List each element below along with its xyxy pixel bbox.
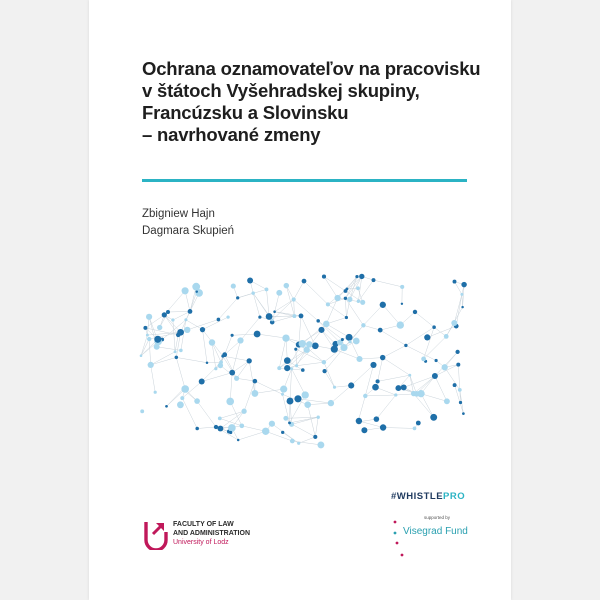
network-node	[299, 340, 307, 348]
network-node	[231, 334, 234, 337]
title-line: – navrhované zmeny	[142, 124, 321, 145]
network-node	[328, 400, 334, 406]
network-node	[344, 289, 348, 293]
network-node	[374, 416, 380, 422]
network-link	[383, 345, 406, 357]
network-node	[340, 344, 347, 351]
network-link	[308, 405, 316, 437]
network-link	[197, 427, 216, 429]
network-link	[435, 376, 447, 401]
network-node	[194, 398, 200, 404]
network-node	[301, 368, 305, 372]
network-link	[376, 395, 395, 419]
title-line: Francúzsku a Slovinsku	[142, 102, 349, 123]
network-node	[414, 391, 420, 397]
network-link	[359, 421, 383, 428]
network-node	[444, 334, 449, 339]
network-node	[355, 275, 358, 278]
network-link	[363, 325, 380, 330]
network-node	[413, 427, 417, 431]
network-node	[347, 297, 352, 302]
network-node	[304, 401, 311, 408]
network-link	[383, 358, 410, 376]
network-node	[214, 425, 218, 429]
network-node	[397, 321, 404, 328]
network-link	[232, 334, 257, 335]
network-node	[262, 428, 269, 435]
network-node	[346, 334, 353, 341]
network-node	[294, 395, 301, 402]
network-link	[176, 357, 207, 362]
network-node	[195, 427, 199, 431]
network-node	[206, 361, 209, 364]
network-node	[322, 369, 326, 373]
network-illustration	[137, 262, 475, 462]
network-link	[151, 352, 175, 365]
network-node	[283, 416, 288, 421]
whistlepro-logo	[391, 491, 465, 502]
network-node	[231, 284, 236, 289]
network-link	[365, 395, 396, 396]
network-node	[174, 350, 177, 353]
network-link	[238, 293, 254, 298]
network-node	[453, 280, 457, 284]
network-node	[316, 319, 320, 323]
visegrad-fund-logo	[391, 520, 511, 560]
network-node	[349, 340, 352, 343]
network-link	[458, 365, 460, 390]
network-link	[383, 305, 401, 325]
whistle-prefix: #WHISTLE	[391, 491, 444, 502]
network-node	[348, 382, 354, 388]
network-link	[421, 394, 434, 418]
network-node	[218, 363, 223, 368]
book-title	[142, 58, 482, 146]
network-node	[146, 334, 149, 337]
network-node	[404, 344, 407, 347]
network-node	[241, 409, 246, 414]
network-node	[290, 367, 293, 370]
network-node	[294, 348, 297, 351]
network-node	[154, 336, 161, 343]
network-link	[302, 324, 326, 344]
network-node	[269, 421, 275, 427]
network-node	[432, 373, 438, 379]
network-link	[324, 277, 338, 298]
network-node	[413, 310, 417, 314]
network-link	[168, 311, 190, 312]
network-node	[360, 300, 365, 305]
network-node	[284, 283, 289, 288]
network-node	[376, 379, 380, 383]
network-node	[200, 327, 205, 332]
network-node	[356, 286, 360, 290]
network-node	[461, 306, 463, 308]
network-node	[432, 325, 436, 329]
network-node	[356, 420, 359, 423]
network-node	[357, 300, 360, 303]
network-node	[372, 384, 379, 391]
network-node	[380, 302, 386, 308]
network-link	[324, 277, 346, 291]
network-node	[237, 337, 243, 343]
network-node	[140, 409, 144, 413]
network-node	[282, 334, 289, 341]
university-name: University of Lodz	[173, 539, 229, 546]
network-link	[141, 339, 149, 356]
network-node	[341, 338, 344, 341]
network-node	[361, 427, 367, 433]
network-node	[331, 346, 338, 353]
network-link	[275, 312, 295, 316]
network-node	[280, 386, 287, 393]
network-link	[257, 334, 286, 338]
author-list	[142, 206, 234, 240]
network-node	[317, 416, 320, 419]
network-node	[295, 364, 298, 367]
network-link	[297, 362, 324, 366]
network-node	[281, 393, 284, 396]
network-link	[255, 381, 283, 394]
network-node	[251, 291, 255, 295]
network-node	[459, 401, 462, 404]
network-link	[238, 431, 266, 440]
cover-page	[89, 0, 511, 600]
faculty-line: FACULTY OF LAW	[173, 521, 234, 528]
network-node	[251, 390, 258, 397]
network-link	[230, 373, 232, 402]
network-node	[290, 439, 295, 444]
network-link	[406, 345, 436, 360]
network-node	[395, 385, 401, 391]
network-link	[380, 330, 406, 345]
network-link	[308, 403, 331, 405]
network-node	[401, 384, 407, 390]
network-node	[370, 362, 376, 368]
network-link	[147, 332, 180, 335]
title-line: v štátoch Vyšehradskej skupiny,	[142, 80, 420, 101]
network-link	[378, 358, 383, 382]
network-node	[229, 370, 235, 376]
network-node	[451, 320, 457, 326]
network-node	[380, 355, 385, 360]
network-node	[236, 296, 239, 299]
network-nodes	[140, 274, 467, 449]
network-node	[247, 278, 253, 284]
network-node	[284, 365, 290, 371]
network-link	[414, 394, 434, 418]
network-node	[154, 391, 157, 394]
network-links	[141, 276, 464, 445]
network-node	[323, 321, 330, 328]
network-node	[408, 374, 411, 377]
network-node	[372, 278, 376, 282]
network-node	[180, 396, 184, 400]
network-node	[394, 393, 397, 396]
network-node	[363, 394, 367, 398]
network-node	[421, 357, 426, 362]
network-node	[181, 385, 189, 393]
network-node	[359, 274, 364, 279]
network-node	[277, 366, 281, 370]
network-node	[175, 356, 178, 359]
network-link	[157, 347, 181, 351]
network-link	[299, 437, 316, 443]
network-node	[188, 309, 193, 314]
network-link	[299, 316, 301, 345]
network-node	[302, 279, 307, 284]
network-node	[317, 441, 324, 448]
network-link	[365, 365, 373, 396]
network-link	[290, 369, 292, 401]
network-link	[149, 339, 151, 365]
network-link	[176, 357, 185, 389]
network-link	[292, 369, 306, 395]
network-node	[258, 316, 261, 319]
network-node	[344, 297, 347, 300]
network-node	[192, 283, 200, 291]
network-node	[143, 326, 147, 330]
network-node	[453, 383, 457, 387]
network-node	[401, 303, 403, 305]
network-node	[234, 376, 239, 381]
title-divider	[142, 179, 467, 182]
author-name: Dagmara Skupień	[142, 225, 235, 237]
network-link	[237, 361, 250, 378]
network-node	[416, 421, 421, 426]
network-node	[140, 354, 143, 357]
network-node	[273, 310, 276, 313]
network-node	[148, 362, 154, 368]
network-node	[177, 329, 184, 336]
network-node	[361, 323, 365, 327]
network-link	[197, 401, 216, 427]
network-node	[297, 442, 300, 445]
network-node	[146, 314, 152, 320]
network-node	[276, 290, 282, 296]
network-link	[151, 365, 156, 392]
network-node	[281, 431, 284, 434]
network-link	[351, 365, 373, 386]
whistle-suffix: PRO	[443, 491, 466, 502]
network-node	[226, 398, 234, 406]
network-node	[356, 356, 362, 362]
network-node	[334, 295, 340, 301]
network-node	[380, 424, 386, 430]
network-node	[184, 318, 187, 321]
network-link	[454, 294, 462, 323]
network-link	[279, 338, 286, 368]
network-node	[442, 364, 448, 370]
network-link	[462, 294, 463, 307]
network-node	[147, 337, 151, 341]
network-node	[313, 435, 317, 439]
network-link	[220, 411, 244, 418]
network-node	[266, 313, 273, 320]
network-node	[254, 331, 261, 338]
network-node	[184, 327, 190, 333]
network-link	[296, 349, 297, 366]
network-node	[461, 282, 466, 287]
network-link	[326, 298, 337, 324]
network-node	[218, 416, 222, 420]
network-node	[237, 439, 240, 442]
network-node	[312, 342, 319, 349]
network-link	[424, 327, 435, 359]
network-link	[374, 280, 403, 287]
network-node	[322, 360, 326, 364]
faculty-logo	[144, 518, 284, 554]
title-line: Ochrana oznamovateľov na pracovisku	[142, 58, 481, 79]
network-node	[226, 315, 229, 318]
network-link	[324, 362, 335, 387]
network-node	[378, 328, 383, 333]
network-node	[271, 319, 274, 322]
network-node	[430, 414, 437, 421]
network-link	[298, 399, 331, 403]
network-link	[325, 371, 335, 387]
network-node	[217, 426, 223, 432]
network-link	[173, 311, 190, 320]
network-link	[435, 352, 458, 376]
university-emblem-icon	[144, 518, 168, 550]
network-link	[445, 367, 460, 390]
network-link	[427, 326, 456, 337]
network-link	[360, 358, 383, 359]
network-node	[318, 327, 324, 333]
supported-by-label: supported by	[424, 515, 451, 520]
network-node	[292, 297, 296, 301]
network-node	[456, 363, 460, 367]
network-node	[166, 310, 170, 314]
network-node	[444, 398, 450, 404]
network-node	[171, 318, 174, 321]
network-node	[292, 314, 296, 318]
network-node	[177, 401, 184, 408]
network-node	[199, 379, 205, 385]
network-node	[455, 350, 459, 354]
network-node	[247, 358, 252, 363]
network-node	[333, 386, 336, 389]
network-node	[209, 339, 215, 345]
network-node	[179, 349, 183, 353]
network-link	[304, 281, 328, 304]
faculty-name	[173, 520, 250, 547]
faculty-line: AND ADMINISTRATION	[173, 530, 250, 537]
network-node	[306, 341, 313, 348]
network-node	[435, 359, 438, 362]
network-node	[239, 423, 244, 428]
network-node	[217, 318, 221, 322]
network-node	[462, 412, 465, 415]
network-link	[328, 304, 347, 317]
network-node	[299, 313, 304, 318]
network-link	[272, 293, 279, 322]
network-node	[182, 287, 189, 294]
network-link	[415, 312, 434, 327]
network-node	[214, 367, 217, 370]
network-node	[424, 334, 430, 340]
network-link	[383, 428, 414, 429]
network-node	[165, 405, 168, 408]
network-node	[162, 312, 167, 317]
network-node	[400, 285, 404, 289]
network-node	[458, 388, 462, 392]
network-link	[151, 357, 177, 365]
network-link	[294, 300, 319, 321]
network-node	[460, 293, 463, 296]
network-link	[207, 362, 221, 363]
network-node	[229, 431, 232, 434]
network-link	[292, 417, 319, 424]
network-link	[315, 417, 318, 437]
network-node	[157, 325, 162, 330]
network-link	[421, 394, 447, 402]
network-node	[228, 424, 236, 432]
network-node	[322, 275, 326, 279]
network-node	[221, 355, 224, 358]
network-link	[294, 281, 304, 299]
network-node	[287, 398, 294, 405]
network-node	[302, 391, 309, 398]
network-node	[284, 357, 291, 364]
network-node	[195, 290, 198, 293]
network-node	[265, 287, 269, 291]
network-node	[288, 421, 291, 424]
network-node	[345, 316, 348, 319]
network-link	[363, 305, 382, 326]
visegrad-fund-name: Visegrad Fund	[403, 526, 468, 537]
network-link	[345, 298, 346, 317]
author-name: Zbigniew Hajn	[142, 208, 215, 220]
network-node	[353, 338, 360, 345]
network-node	[326, 302, 330, 306]
network-node	[253, 379, 258, 384]
network-link	[253, 293, 260, 317]
network-link	[326, 324, 349, 337]
